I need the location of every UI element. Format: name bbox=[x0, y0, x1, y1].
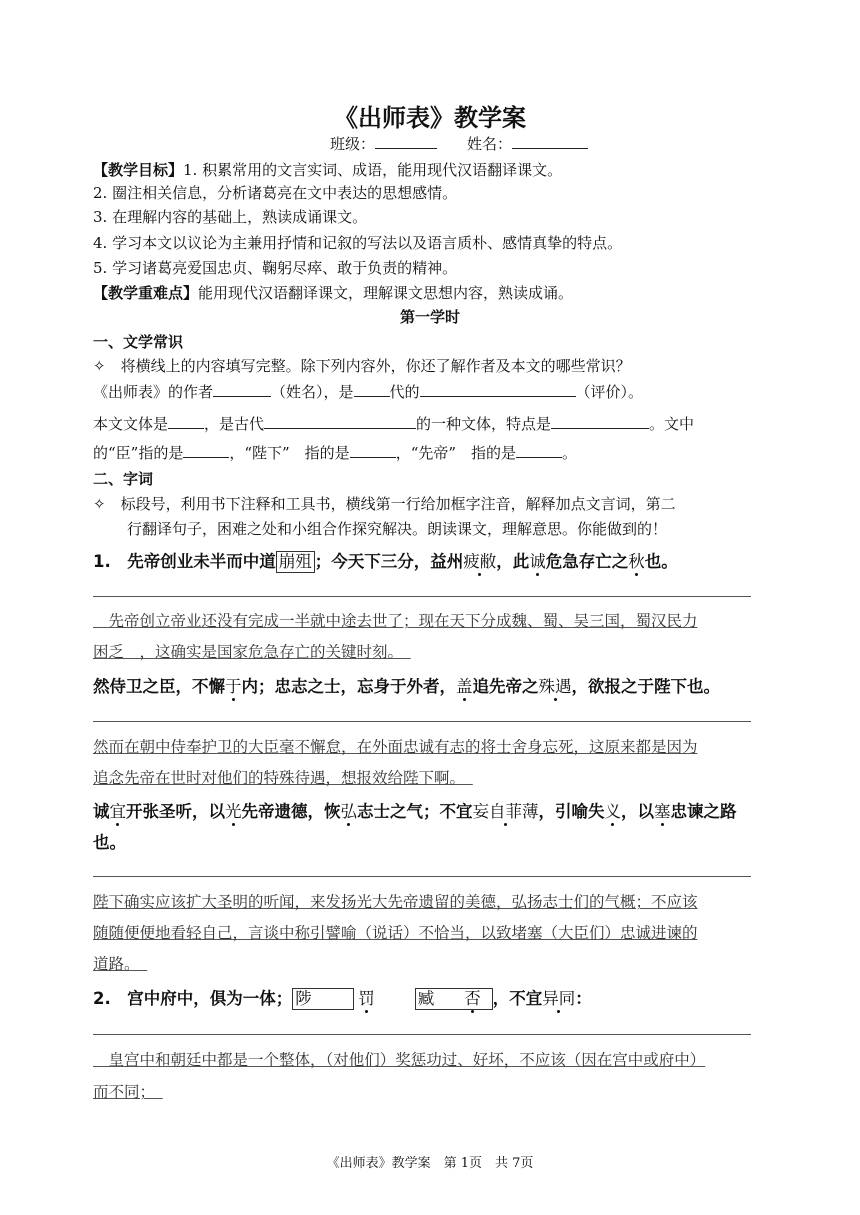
sentence-text: 然侍卫之臣，不懈 bbox=[93, 677, 225, 696]
sentence-text: 诚 bbox=[93, 802, 110, 821]
sentence-4 bbox=[93, 985, 592, 1010]
answer-line[interactable] bbox=[93, 721, 751, 722]
translation-line: 困乏 ，这确实是国家危急存亡的关键时刻。 bbox=[93, 643, 411, 661]
sentence-2 bbox=[93, 673, 720, 697]
boxed-word: 崩殂 bbox=[276, 551, 315, 573]
author-blank[interactable] bbox=[213, 382, 271, 397]
evaluation-blank[interactable] bbox=[420, 382, 576, 397]
sentence-text: 也。 bbox=[644, 552, 678, 571]
dotted-word: 异同 bbox=[542, 989, 576, 1008]
dotted-word: 弘 bbox=[340, 802, 357, 821]
translation-line: 追念先帝在世时对他们的特殊待遇，想报效给陛下啊。 bbox=[93, 769, 473, 787]
fill-text: ，是古代 bbox=[204, 415, 265, 433]
sentence-text: ，此 bbox=[496, 552, 530, 571]
fill-text: ，“陛下” 指的是 bbox=[229, 444, 350, 462]
answer-line[interactable] bbox=[93, 596, 751, 597]
dotted-word: 盖 bbox=[456, 677, 473, 696]
period-heading: 第一学时 bbox=[399, 308, 460, 326]
student-info bbox=[330, 133, 588, 154]
boxed-char: 陟 bbox=[295, 989, 312, 1008]
class-blank[interactable] bbox=[375, 134, 437, 149]
genre-blank[interactable] bbox=[168, 414, 204, 429]
fill-text: 。 bbox=[562, 444, 578, 462]
sentence-text: ，引喻失 bbox=[538, 802, 605, 821]
section-heading: 一、文学常识 bbox=[93, 333, 184, 351]
page-footer: 《出师表》教学案 第 1页 共 7页 bbox=[326, 1156, 534, 1171]
fill-line-2 bbox=[93, 413, 694, 434]
sentence-1 bbox=[93, 548, 678, 573]
sentence-text: 1. 先帝创业未半而中道 bbox=[93, 552, 276, 571]
chen-blank[interactable] bbox=[183, 443, 229, 458]
answer-line[interactable] bbox=[93, 1034, 751, 1035]
boxed-word bbox=[415, 988, 493, 1010]
fill-line-3 bbox=[93, 442, 577, 463]
sentence-text: ，以 bbox=[621, 802, 654, 821]
translation-line: 陛下确实应该扩大圣明的听闻，来发扬光大先帝遗留的美德，弘扬志士们的气概；不应该 bbox=[93, 893, 698, 911]
sentence-text: 忠谏之路 bbox=[670, 802, 737, 821]
fill-text: 的一种文体，特点是 bbox=[416, 415, 552, 433]
key-points-text: 能用现代汉语翻译课文，理解课文思想内容，熟读成诵。 bbox=[198, 284, 574, 302]
fill-text: 。文中 bbox=[649, 415, 695, 433]
sentence-3-cont: 也。 bbox=[93, 833, 126, 852]
dynasty-blank[interactable] bbox=[354, 382, 390, 397]
translation-line: 道路。 bbox=[93, 955, 148, 973]
sentence-text: 先帝遗德，恢 bbox=[241, 802, 341, 821]
section-intro: ✧ 标段号，利用书下注释和工具书，横线第一行给加框字注音，解释加点文言词，第二 bbox=[93, 495, 676, 513]
fill-text: ，“先帝” 指的是 bbox=[395, 444, 517, 462]
section-intro: ✧ 将横线上的内容填写完整。除下列内容外，你还了解作者及本文的哪些常识？ bbox=[93, 357, 631, 375]
goal-item: 1. 积累常用的文言实词、成语，能用现代汉语翻译课文。 bbox=[183, 161, 563, 179]
sentence-text: 追先帝之 bbox=[472, 677, 539, 696]
dotted-word: 义 bbox=[604, 802, 621, 821]
translation-line: 而不同； bbox=[93, 1083, 163, 1101]
class-label: 班级： bbox=[330, 135, 376, 153]
sentence-text: ，欲报之于陛下也。 bbox=[571, 677, 720, 696]
bixia-blank[interactable] bbox=[350, 443, 396, 458]
feature-blank[interactable] bbox=[551, 414, 649, 429]
sentence-text: 开张圣听，以 bbox=[126, 802, 225, 821]
name-blank[interactable] bbox=[512, 134, 588, 149]
translation-line: 随随便便地看轻自己，言谈中称引譬喻（说话）不恰当，以致堵塞（大臣们）忠诚进谏的 bbox=[93, 924, 698, 942]
dotted-word: 宜 bbox=[109, 802, 126, 821]
goal-item: 2. 圈注相关信息，分析诸葛亮在文中表达的思想感情。 bbox=[93, 184, 458, 202]
goals-label: 【教学目标】 bbox=[93, 161, 184, 179]
sentence-text: 内；忠志之士，忘身于外者， bbox=[241, 677, 456, 696]
dotted-word: 否 bbox=[464, 989, 481, 1008]
dotted-word: 秋 bbox=[628, 552, 645, 571]
document-title: 《出师表》教学案 bbox=[334, 104, 526, 132]
fill-text: （姓名），是 bbox=[271, 383, 354, 401]
sentence-text: 危急存亡之 bbox=[545, 552, 629, 571]
goal-item: 4. 学习本文以议论为主兼用抒情和记叙的写法以及语言质朴、感情真挚的特点。 bbox=[93, 234, 623, 252]
xiandi-blank[interactable] bbox=[516, 443, 562, 458]
answer-line[interactable] bbox=[93, 876, 751, 877]
sentence-text: ，不宜 bbox=[492, 989, 543, 1008]
sentence-3 bbox=[93, 798, 737, 822]
translation-line: 皇宫中和朝廷中都是一个整体，（对他们）奖惩功过、好坏，不应该（因在宫中或府中） bbox=[93, 1051, 706, 1069]
fill-text: （评价）。 bbox=[575, 383, 644, 401]
name-label: 姓名： bbox=[467, 135, 513, 153]
fill-text: 的“臣”指的是 bbox=[93, 444, 184, 462]
section-heading: 二、字词 bbox=[93, 470, 154, 488]
dotted-word: 妄自菲薄 bbox=[472, 802, 539, 821]
boxed-char: 臧 bbox=[417, 989, 435, 1008]
fill-text: 本文文体是 bbox=[93, 415, 169, 433]
sentence-text: 志士之气；不宜 bbox=[357, 802, 473, 821]
fill-line-1 bbox=[93, 381, 643, 402]
section-intro: 行翻译句子，困难之处和小组合作探究解决。朗读课文，理解意思。你能做到的！ bbox=[127, 520, 668, 538]
fill-text: 代的 bbox=[389, 383, 420, 401]
ancient-genre-blank[interactable] bbox=[264, 414, 416, 429]
dotted-word: 疲敝 bbox=[463, 552, 497, 571]
goal-item: 3. 在理解内容的基础上，熟读成诵课文。 bbox=[93, 208, 368, 226]
dotted-word: 于 bbox=[225, 677, 242, 696]
key-points-label: 【教学重难点】 bbox=[93, 284, 199, 302]
dotted-word: 塞 bbox=[654, 802, 671, 821]
boxed-word bbox=[292, 988, 354, 1010]
goals-line-1 bbox=[93, 159, 562, 180]
goal-item: 5. 学习诸葛亮爱国忠贞、鞠躬尽瘁、敢于负责的精神。 bbox=[93, 259, 458, 277]
sentence-text: ： bbox=[575, 989, 592, 1008]
dotted-word: 诚 bbox=[529, 552, 546, 571]
dotted-word: 光 bbox=[225, 802, 242, 821]
dotted-word: 罚 bbox=[358, 989, 375, 1008]
translation-line: 先帝创立帝业还没有完成一半就中途去世了；现在天下分成魏、蜀、吴三国，蜀汉民力 bbox=[93, 612, 698, 630]
key-points bbox=[93, 282, 573, 303]
fill-text: 《出师表》的作者 bbox=[93, 383, 214, 401]
sentence-text: 2. 宫中府中，俱为一体； bbox=[93, 989, 293, 1008]
translation-line: 然而在朝中侍奉护卫的大臣毫不懈怠，在外面忠诚有志的将士舍身忘死，这原来都是因为 bbox=[93, 738, 698, 756]
sentence-text: ；今天下三分，益州 bbox=[314, 552, 464, 571]
dotted-word: 殊遇 bbox=[538, 677, 572, 696]
